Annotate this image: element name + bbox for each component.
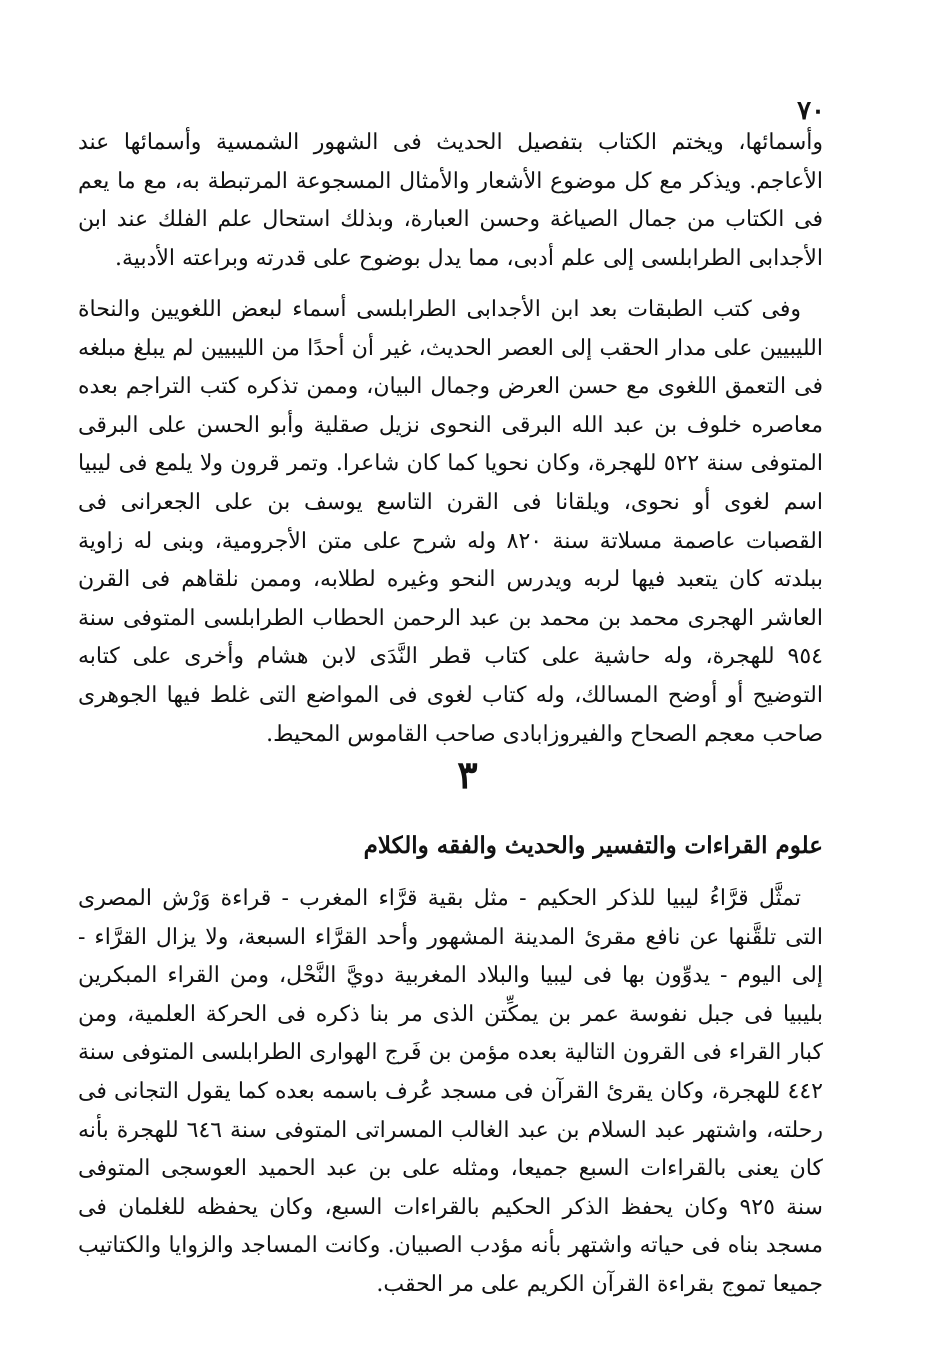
section-number: ٣	[457, 752, 478, 797]
paragraph-libyan-linguists: وفى كتب الطبقات بعد ابن الأجدابى الطرابلسى أسماء لبعض اللغويين والنحاة الليبيين على مدار الحقب إلى العصر الحديث، غير أن أحدًا من الليبيين لم يبلغ مبلغه فى التعمق اللغوى مع حسن العرض وجمال البيان، وممن تذكره كتب التراجم بعده معاصره خلوف بن عبد الله البرقى النحوى نزيل صقلية وأبو الحسن على البرقى المتوفى سنة ٥٢٢ للهجرة، وكان نحويا كما كان شاعرا. وتمر قرون ولا يلمع فى ليبيا اسم لغوى أو نحوى، ويلقانا فى القرن التاسع يوسف بن على الجعرانى فى القصبات عاصمة مسلاتة سنة ٨٢٠ وله شرح على متن الأجرومية، وبنى له زاوية ببلدته كان يتعبد فيها لربه ويدرس النحو وغيره لطلابه، وممن نلقاهم فى القرن العاشر الهجرى محمد بن محمد بن عبد الرحمن الحطاب الطرابلسى المتوفى سنة ٩٥٤ للهجرة، وله حاشية على كتاب قطر النَّدَى لابن هشام وأخرى على كتابه التوضيح أو أوضح المسالك، وله كتاب لغوى فى المواضع التى غلط فيها الجوهرى صاحب معجم الصحاح والفيروزابادى صاحب القاموس المحيط.	[78, 297, 823, 747]
paragraph-astronomy-conclusion: وأسمائها، ويختم الكتاب بتفصيل الحديث فى الشهور الشمسية وأسمائها عند الأعاجم. ويذكر مع كل موضوع الأشعار والأمثال المسجوعة المرتبطة به، مع ما يعم فى الكتاب من جمال الصياغة وحسن العبارة، وبذلك استحال علم الفلك عند ابن الأجدابى الطرابلسى إلى علم أدبى، مما يدل بوضوح على قدرته وبراعته الأدبية.	[78, 130, 823, 271]
page-number: ٧٠	[797, 96, 825, 126]
section-heading: علوم القراءات والتفسير والحديث والفقه والكلام	[363, 832, 823, 859]
paragraph-quran-readers: تمثَّل قرَّاءُ ليبيا للذكر الحكيم - مثل بقية قرَّاء المغرب - قراءة وَرْش المصرى التى تلقَّنها عن نافع مقرئ المدينة المشهور وأحد القرَّاء السبعة، ولا يزال القرَّاء - إلى اليوم - يدوِّون بها فى ليبيا والبلاد المغربية دويَّ النَّحْل، ومن القراء المبكرين بليبيا فى جبل نفوسة عمر بن يمكِّتن الذى مر بنا ذكره فى الحركة العلمية، ومن كبار القراء فى القرون التالية بعده مؤمن بن فَرج الهوارى الطرابلسى المتوفى سنة ٤٤٢ للهجرة، وكان يقرئ القرآن فى مسجد عُرف باسمه بعده كما يقول التجانى فى رحلته، واشتهر عبد السلام بن عبد الغالب المسراتى المتوفى سنة ٦٤٦ للهجرة بأنه كان يعنى بالقراءات السبع جميعا، ومثله على بن عبد الحميد العوسجى المتوفى سنة ٩٢٥ وكان يحفظ الذكر الحكيم بالقراءات السبع، وكان يحفظه للغلمان فى مسجد بناه فى حياته واشتهر بأنه مؤدب الصبيان. وكانت المساجد والزوايا والكتاتيب جميعا تموج بقراءة القرآن الكريم على مر الحقب.	[78, 886, 823, 1297]
